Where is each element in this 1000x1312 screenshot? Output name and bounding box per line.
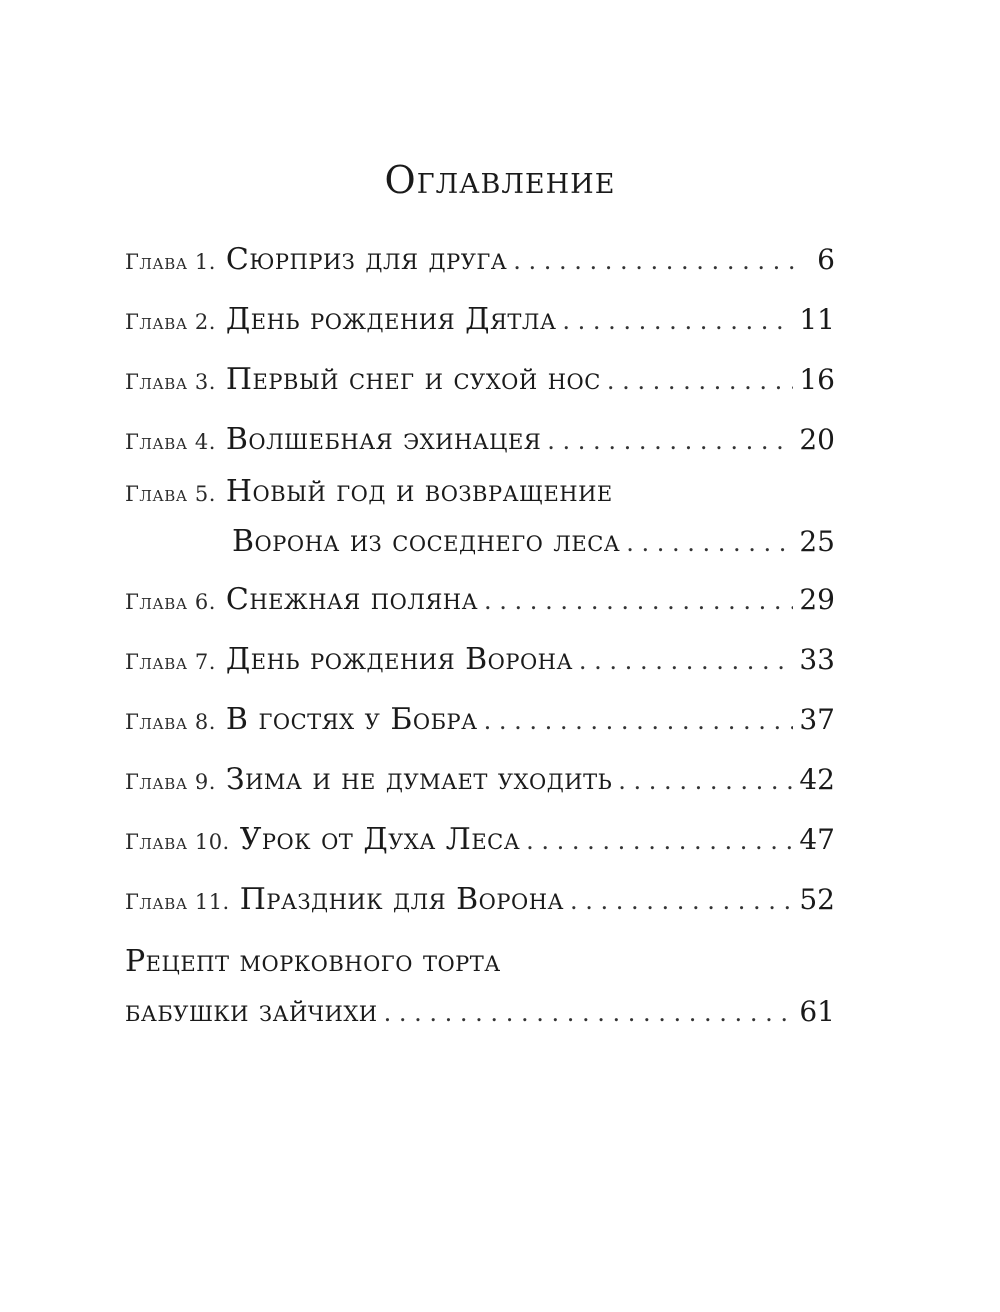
chapter-title: Урок от Духа Леса [239,822,521,857]
toc-entry-chapter-7[interactable] [125,630,835,690]
page-number: 6 [817,243,835,276]
page-number: 16 [799,363,835,396]
table-of-contents [125,230,835,1040]
page-number: 47 [799,823,835,856]
dot-leader [570,871,793,931]
page-number: 61 [799,995,835,1028]
recipe-title-line-1: Рецепт морковного торта [125,944,501,979]
dot-leader [618,751,793,811]
page-number: 33 [799,643,835,676]
toc-entry-chapter-11[interactable] [125,870,835,930]
chapter-title: Первый снег и сухой нос [225,362,601,397]
toc-entry-chapter-4[interactable] [125,410,835,470]
page-number: 20 [799,423,835,456]
dot-leader [626,515,793,571]
chapter-label: Глава 6. [125,590,216,614]
toc-entry-chapter-1[interactable] [125,230,835,290]
chapter-label: Глава 8. [125,710,216,734]
toc-entry-chapter-6[interactable] [125,570,835,630]
dot-leader [513,231,799,291]
chapter-title-line-1: Новый год и возвращение [225,474,613,509]
dot-leader [526,811,793,871]
chapter-title: Праздник для Ворона [239,882,564,917]
toc-entry-chapter-8[interactable] [125,690,835,750]
chapter-label: Глава 11. [125,890,230,914]
toc-entry-chapter-5[interactable] [125,470,835,570]
chapter-label: Глава 4. [125,430,216,454]
page-title: Оглавление [384,158,616,202]
dot-leader [384,985,794,1041]
recipe-title-line-2: бабушки зайчихи [125,994,378,1029]
toc-entry-chapter-3[interactable] [125,350,835,410]
dot-leader [484,691,794,751]
chapter-label: Глава 2. [125,310,216,334]
chapter-label: Глава 5. [125,482,216,506]
chapter-title: Сюрприз для друга [225,242,508,277]
chapter-title: Зима и не думает уходить [225,762,613,797]
page-number: 29 [799,583,835,616]
page-number: 37 [799,703,835,736]
toc-entry-chapter-9[interactable] [125,750,835,810]
chapter-title: День рождения Ворона [225,642,573,677]
chapter-title-line-2: Ворона из соседнего леса [232,524,621,559]
chapter-title: В гостях у Бобра [225,702,478,737]
chapter-label: Глава 1. [125,250,216,274]
toc-entry-chapter-2[interactable] [125,290,835,350]
dot-leader [562,291,793,351]
page-number: 42 [799,763,835,796]
chapter-label: Глава 3. [125,370,216,394]
chapter-title: День рождения Дятла [225,302,557,337]
page-number: 25 [799,525,835,558]
page-number: 52 [799,883,835,916]
dot-leader [607,351,794,411]
toc-entry-recipe[interactable] [125,940,835,1040]
dot-leader [484,571,793,631]
chapter-label: Глава 7. [125,650,216,674]
dot-leader [547,411,793,471]
chapter-label: Глава 9. [125,770,216,794]
toc-entry-chapter-10[interactable] [125,810,835,870]
dot-leader [579,631,793,691]
chapter-label: Глава 10. [125,830,230,854]
page-number: 11 [799,303,835,336]
chapter-title: Снежная поляна [225,582,479,617]
chapter-title: Волшебная эхинацея [225,422,542,457]
